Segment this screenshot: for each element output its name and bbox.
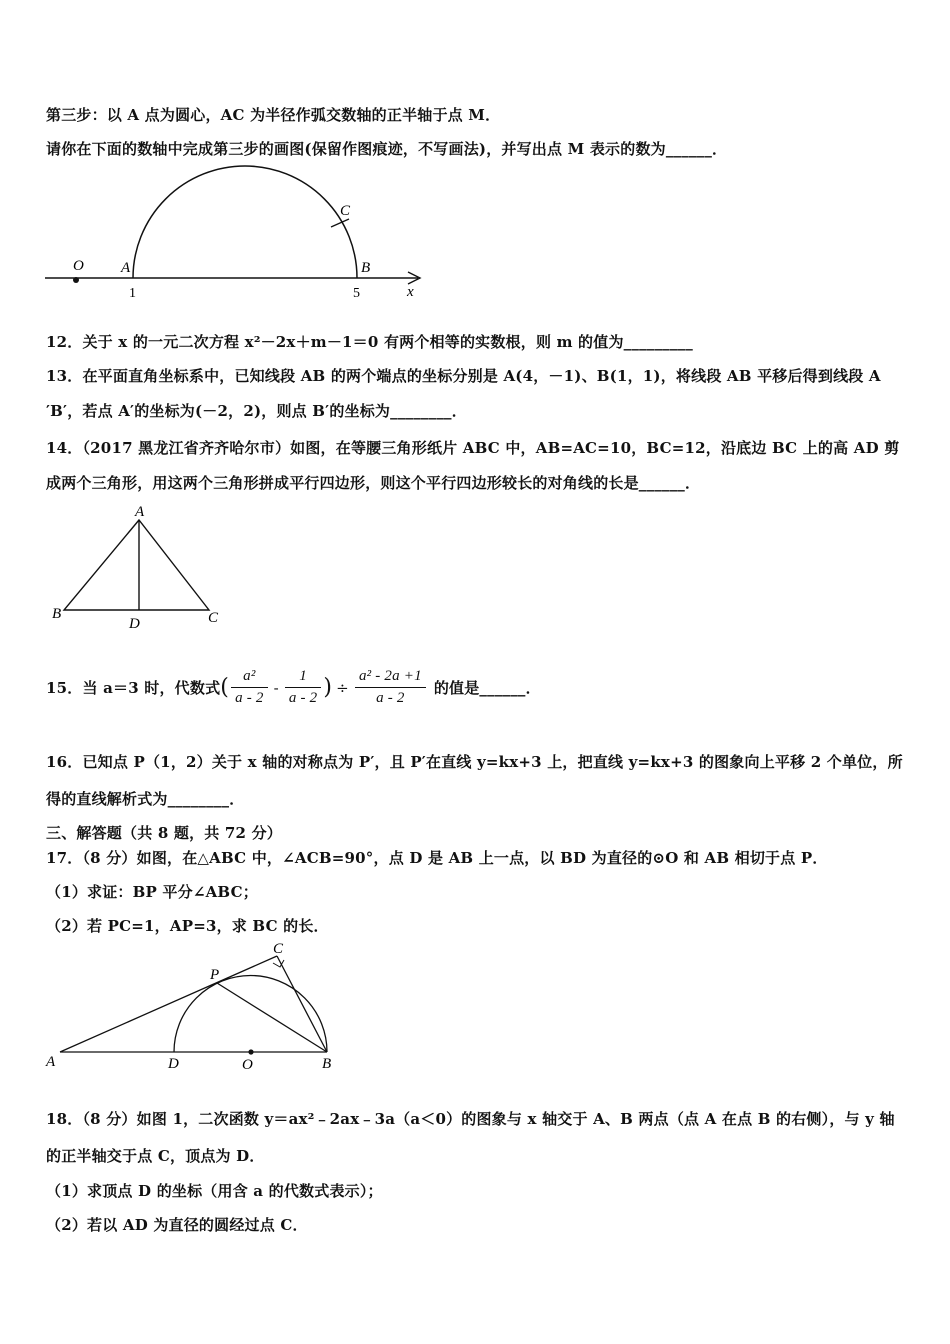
q15-prefix: 15．当 a＝3 时，代数式: [46, 679, 221, 697]
q14-line1: 14．（2017 黑龙江省齐齐哈尔市）如图，在等腰三角形纸片 ABC 中，AB=AC=10，BC=12，沿底边 BC 上的高 AD 剪: [46, 439, 900, 457]
label-b: B: [361, 260, 371, 276]
triangle-figure: [44, 500, 234, 635]
label-d: D: [129, 616, 140, 632]
origin-dot: [73, 277, 79, 283]
arc-mark-c: [331, 219, 349, 227]
label-a: A: [121, 260, 131, 276]
q15: 15．当 a＝3 时，代数式( $\frac{\text{a²}}{a - 2}$ - $\frac{1}{a - 2}$ ) ÷ $\frac{\text{a² - 2a +1}}{a - 2}$ 的值是______．: [46, 668, 541, 706]
fraction-2-numerator: 1: [285, 668, 322, 688]
center-o: [248, 1049, 253, 1054]
number-line-figure: [40, 160, 440, 305]
q15-suffix: 的值是______．: [433, 679, 541, 697]
q16-line1: 16．已知点 P（1，2）关于 x 轴的对称点为 P′，且 P′在直线 y=kx+3 上，把直线 y=kx+3 的图象向上平移 2 个单位，所: [46, 753, 903, 771]
triangle-abc: [64, 520, 209, 610]
semicircle-bd: [174, 976, 327, 1053]
arc-ac: [133, 166, 357, 278]
q17-part2: （2）若 PC=1，AP=3，求 BC 的长．: [46, 917, 329, 935]
segment-ac: [60, 956, 277, 1052]
step3-text: 第三步：以 A 点为圆心，AC 为半径作弧交数轴的正半轴于点 M．: [46, 106, 501, 124]
q18-part1: （1）求顶点 D 的坐标（用含 a 的代数式表示）；: [46, 1182, 383, 1200]
label-a: A: [135, 504, 145, 520]
fraction-1-denominator: a - 2: [235, 690, 264, 706]
label-a: A: [46, 1054, 56, 1070]
q17-part1: （1）求证：BP 平分∠ABC；: [46, 883, 258, 901]
label-o: O: [73, 258, 84, 274]
q12: 12．关于 x 的一元二次方程 x²－2x＋m－1＝0 有两个相等的实数根，则 m 的值为_________: [46, 333, 693, 351]
tick-1: 1: [129, 286, 136, 301]
tick-5: 5: [353, 286, 360, 301]
label-c: C: [273, 941, 284, 957]
q18-line2: 的正半轴交于点 C，顶点为 D．: [46, 1147, 265, 1165]
label-p: P: [210, 967, 220, 983]
label-b: B: [52, 606, 62, 622]
divide-sign: ÷: [336, 678, 349, 697]
segment-pb: [217, 983, 327, 1052]
fraction-2: [285, 668, 322, 707]
q18-part2: （2）若以 AD 为直径的圆经过点 C．: [46, 1216, 308, 1234]
segment-cb: [277, 956, 327, 1052]
q18-line1: 18．（8 分）如图 1，二次函数 y＝ax²﹣2ax﹣3a（a＜0）的图象与 x 轴交于 A、B 两点（点 A 在点 B 的右侧），与 y 轴: [46, 1110, 895, 1128]
fraction-3: [355, 668, 426, 707]
minus-sign: -: [273, 678, 279, 697]
q14-line2: 成两个三角形，用这两个三角形拼成平行四边形，则这个平行四边形较长的对角线的长是______．: [46, 474, 701, 492]
fraction-3-numerator: a² - 2a +1: [355, 668, 426, 688]
section-3-heading: 三、解答题（共 8 题，共 72 分）: [46, 824, 283, 842]
q16-line2: 得的直线解析式为________．: [46, 790, 245, 808]
fraction-1: [231, 668, 268, 707]
label-o: O: [242, 1057, 253, 1073]
q11-instruction: 请你在下面的数轴中完成第三步的画图(保留作图痕迹，不写画法)，并写出点 M 表示的数为______．: [46, 140, 728, 158]
label-c: C: [208, 610, 219, 626]
fraction-3-denominator: a - 2: [376, 690, 405, 706]
fraction-2-denominator: a - 2: [288, 690, 318, 706]
label-x: x: [407, 284, 414, 300]
label-b: B: [322, 1056, 332, 1072]
label-c: C: [340, 203, 351, 219]
label-d: D: [168, 1056, 179, 1072]
fraction-1-numerator: a²: [231, 668, 268, 688]
q13-line1: 13．在平面直角坐标系中，已知线段 AB 的两个端点的坐标分别是 A(4，－1)、B(1，1)，将线段 AB 平移后得到线段 A: [46, 367, 881, 385]
circle-tangent-figure: [40, 940, 350, 1075]
q17: 17．（8 分）如图，在△ABC 中，∠ACB=90°，点 D 是 AB 上一点，以 BD 为直径的⊙O 和 AB 相切于点 P．: [46, 849, 828, 867]
q13-line2: ′B′，若点 A′的坐标为(－2，2)，则点 B′的坐标为________．: [46, 402, 467, 420]
